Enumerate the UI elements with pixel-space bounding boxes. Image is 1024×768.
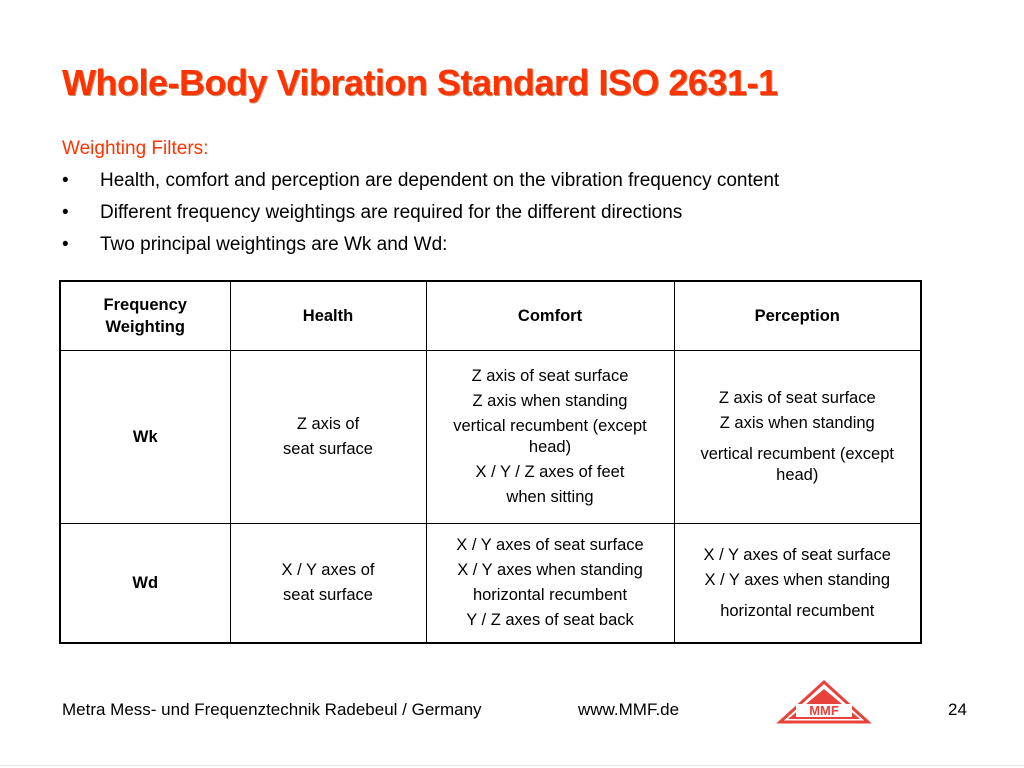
cell-line: when sitting [506,488,594,506]
mmf-logo [776,680,872,726]
cell-line: X / Y axes when standing [704,570,891,589]
header-comfort: Comfort [426,281,674,351]
bullet-symbol: • [62,170,69,191]
bullet-text: Different frequency weightings are required for the different directions [100,202,683,223]
row-weighting-label: Wk [60,351,230,524]
health-cell [230,524,426,644]
logo-text: MMF [809,703,839,718]
header-health: Health [230,281,426,351]
footer-url-link[interactable]: www.MMF.de [578,700,680,719]
cell-line: vertical recumbent (except head) [453,417,647,456]
cell-line: Z axis of seat surface [718,389,876,407]
cell-line: X / Y / Z axes of feet [475,463,625,481]
table-row [60,524,921,644]
section-subtitle: Weighting Filters: [62,138,209,159]
cell-line: seat surface [283,440,373,458]
perception-cell [674,524,921,644]
health-cell [230,351,426,524]
cell-line: X / Y axes of seat surface [703,545,891,564]
bullet-text: Health, comfort and perception are dependent on the vibration frequency content [100,170,780,191]
cell-line: vertical recumbent (except head) [700,445,894,484]
comfort-cell [426,524,674,644]
cell-line: horizontal recumbent [472,586,628,604]
header-frequency-weighting: Frequency Weighting [60,281,230,351]
cell-line: Z axis when standing [472,392,628,410]
bullet-item [62,232,779,264]
row-weighting-label: Wd [60,524,230,644]
bullet-symbol: • [62,234,69,255]
cell-line: X / Y axes of [281,561,375,579]
bullet-text: Two principal weightings are Wk and Wd: [100,234,448,255]
comfort-cell [426,351,674,524]
cell-line: Z axis of seat surface [471,367,629,385]
bottom-divider [0,765,1024,766]
bullet-item [62,168,779,200]
table-row [60,351,921,524]
cell-line: X / Y axes when standing [457,561,643,579]
bullet-item [62,200,779,232]
cell-line: Z axis when standing [719,414,875,432]
header-perception: Perception [674,281,921,351]
cell-line: seat surface [283,586,373,604]
bullet-symbol: • [62,202,69,223]
slide-title: Whole-Body Vibration Standard ISO 2631-1 [62,62,778,103]
cell-line: horizontal recumbent [720,601,875,620]
cell-line: X / Y axes of seat surface [456,536,644,554]
perception-cell [674,351,921,524]
page-number: 24 [948,700,967,719]
weighting-table [59,280,922,644]
bullet-list [62,168,779,264]
cell-line: Z axis of [296,415,360,433]
table-header-row [60,281,921,351]
footer-company: Metra Mess- und Frequenztechnik Radebeul / Germany [62,700,482,719]
cell-line: Y / Z axes of seat back [466,611,634,629]
